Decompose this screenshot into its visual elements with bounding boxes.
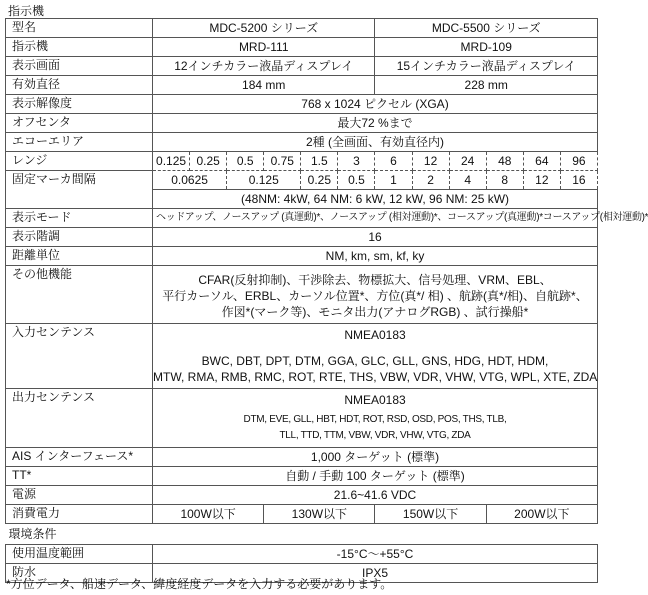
marker-note: (48NM: 4kW, 64 NM: 6 kW, 12 kW, 96 NM: 25 kW) bbox=[153, 190, 598, 209]
row-gradation bbox=[6, 228, 598, 247]
label: 固定マーカ間隔 bbox=[6, 171, 153, 209]
label: TT* bbox=[6, 467, 153, 486]
value: 200W以下 bbox=[486, 505, 597, 524]
range-value: 24 bbox=[449, 152, 486, 171]
row-model bbox=[6, 19, 598, 38]
value: 自動 / 手動 100 ターゲット (標準) bbox=[153, 467, 598, 486]
label: 型名 bbox=[6, 19, 153, 38]
section-title-display: 指示機 bbox=[8, 4, 45, 18]
value bbox=[153, 266, 598, 324]
line: BWC, DBT, DPT, DTM, GGA, GLC, GLL, GNS, HDG, HDT, HDM, bbox=[201, 354, 549, 368]
marker-value: 16 bbox=[560, 171, 597, 190]
marker-value: 0.0625 bbox=[153, 171, 227, 190]
marker-value: 8 bbox=[486, 171, 523, 190]
range-value: 12 bbox=[412, 152, 449, 171]
label: 表示解像度 bbox=[6, 95, 153, 114]
value: 最大72 %まで bbox=[153, 114, 598, 133]
value-5200: MRD-111 bbox=[153, 38, 375, 57]
marker-value: 0.5 bbox=[338, 171, 375, 190]
value bbox=[153, 389, 598, 448]
value: 130W以下 bbox=[264, 505, 375, 524]
value-5200: 184 mm bbox=[153, 76, 375, 95]
row-tt bbox=[6, 467, 598, 486]
value bbox=[153, 324, 598, 389]
label: AIS インターフェース* bbox=[6, 448, 153, 467]
value: 21.6~41.6 VDC bbox=[153, 486, 598, 505]
marker-value: 1 bbox=[375, 171, 412, 190]
label: レンジ bbox=[6, 152, 153, 171]
value-5500: MDC-5500 シリーズ bbox=[375, 19, 598, 38]
value: 768 x 1024 ピクセル (XGA) bbox=[153, 95, 598, 114]
label: 距離単位 bbox=[6, 247, 153, 266]
range-value: 0.125 bbox=[153, 152, 190, 171]
label: 指示機 bbox=[6, 38, 153, 57]
value: IPX5 bbox=[153, 564, 598, 583]
value: -15°C～+55°C bbox=[153, 545, 598, 564]
line: CFAR(反射抑制)、干渉除去、物標拡大、信号処理、VRM、EBL、 bbox=[198, 273, 552, 287]
label: 表示モード bbox=[6, 209, 153, 228]
label: その他機能 bbox=[6, 266, 153, 324]
row-range bbox=[6, 152, 598, 171]
label: 使用温度範囲 bbox=[6, 545, 153, 564]
footnote: *方位データ、船速データ、緯度経度データを入力する必要があります。 bbox=[6, 577, 393, 591]
value: 16 bbox=[153, 228, 598, 247]
display-spec-table bbox=[5, 18, 648, 583]
row-resolution bbox=[6, 95, 598, 114]
row-other-functions bbox=[6, 266, 598, 324]
value: NM, km, sm, kf, ky bbox=[153, 247, 598, 266]
row-output-sentences bbox=[6, 389, 598, 448]
marker-value: 2 bbox=[412, 171, 449, 190]
range-value: 64 bbox=[523, 152, 560, 171]
value: 1,000 ターゲット (標準) bbox=[153, 448, 598, 467]
value-5200: MDC-5200 シリーズ bbox=[153, 19, 375, 38]
label: 消費電力 bbox=[6, 505, 153, 524]
label: 電源 bbox=[6, 486, 153, 505]
row-offcenter bbox=[6, 114, 598, 133]
range-value: 1.5 bbox=[301, 152, 338, 171]
range-value: 48 bbox=[486, 152, 523, 171]
line: TLL, TTD, TTM, VBW, VDR, VHW, VTG, ZDA bbox=[279, 430, 471, 441]
marker-value: 4 bbox=[449, 171, 486, 190]
standard: NMEA0183 bbox=[344, 328, 406, 342]
label: 表示階調 bbox=[6, 228, 153, 247]
range-value: 6 bbox=[375, 152, 412, 171]
marker-value: 0.125 bbox=[227, 171, 301, 190]
row-display-unit bbox=[6, 38, 598, 57]
row-ais bbox=[6, 448, 598, 467]
row-screen bbox=[6, 57, 598, 76]
value-5200: 12インチカラー液晶ディスプレイ bbox=[153, 57, 375, 76]
label: オフセンタ bbox=[6, 114, 153, 133]
row-diameter bbox=[6, 76, 598, 95]
value-5500: MRD-109 bbox=[375, 38, 598, 57]
label: エコーエリア bbox=[6, 133, 153, 152]
row-markers bbox=[6, 171, 598, 190]
marker-value: 12 bbox=[523, 171, 560, 190]
label: 出力センテンス bbox=[6, 389, 153, 448]
row-units bbox=[6, 247, 598, 266]
line: DTM, EVE, GLL, HBT, HDT, ROT, RSD, OSD, POS, THS, TLB, bbox=[243, 414, 507, 425]
marker-value: 0.25 bbox=[301, 171, 338, 190]
label: 防水 bbox=[6, 564, 153, 583]
line: 作図*(マーク等)、モニタ出力(アナログRGB) 、試行操船* bbox=[221, 305, 529, 319]
value: 100W以下 bbox=[153, 505, 264, 524]
value-5500: 15インチカラー液晶ディスプレイ bbox=[375, 57, 598, 76]
row-power bbox=[6, 486, 598, 505]
line: 平行カーソル、ERBL、カーソル位置*、方位(真*/ 相) 、航跡(真*/相)、自航跡*、 bbox=[162, 289, 588, 303]
line: MTW, RMA, RMB, RMC, ROT, RTE, THS, VBW, VDR, VHW, VTG, WPL, XTE, ZDA bbox=[153, 370, 598, 384]
row-consumption bbox=[6, 505, 598, 524]
label: 表示画面 bbox=[6, 57, 153, 76]
value: 150W以下 bbox=[375, 505, 486, 524]
row-temperature bbox=[6, 545, 598, 564]
value: 2種 (全画面、有効直径内) bbox=[153, 133, 598, 152]
value-5500: 228 mm bbox=[375, 76, 598, 95]
range-value: 96 bbox=[560, 152, 597, 171]
range-value: 0.25 bbox=[190, 152, 227, 171]
range-value: 3 bbox=[338, 152, 375, 171]
row-display-mode bbox=[6, 209, 598, 228]
value: ヘッドアップ、ノースアップ (真運動)*、ノースアップ (相対運動)*、コースアップ(真運動)*コースアップ(相対運動)* bbox=[153, 209, 598, 228]
standard: NMEA0183 bbox=[344, 393, 406, 407]
row-echo-area bbox=[6, 133, 598, 152]
range-value: 0.75 bbox=[264, 152, 301, 171]
label: 有効直径 bbox=[6, 76, 153, 95]
row-env-heading bbox=[6, 524, 598, 545]
section-title-env: 環境条件 bbox=[6, 524, 598, 545]
label: 入力センテンス bbox=[6, 324, 153, 389]
range-value: 0.5 bbox=[227, 152, 264, 171]
row-input-sentences bbox=[6, 324, 598, 389]
